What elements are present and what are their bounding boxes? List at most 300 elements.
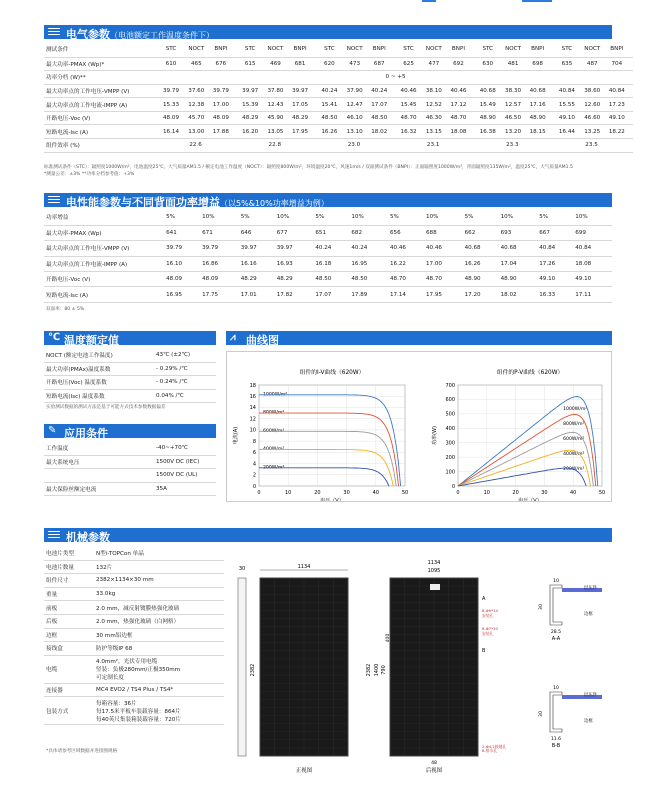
series-label: 1000W/m² <box>263 392 288 398</box>
cell-value: 48.09 <box>164 272 200 287</box>
dim-bottom: 48 <box>431 761 437 766</box>
table-row <box>44 272 612 287</box>
a-label: A <box>482 596 486 602</box>
cell-value: 481 <box>501 57 526 71</box>
cell-value: 39.79 <box>209 84 234 98</box>
back-view <box>366 560 506 774</box>
table-row <box>44 98 633 112</box>
value-line: 每40英尺集装箱装载容量：720片 <box>96 716 181 723</box>
cell-value: 13.20 <box>501 125 526 139</box>
cell-value: 17.89 <box>349 287 388 302</box>
cell-value: 40.24 <box>349 241 388 256</box>
cell-value: 12.57 <box>501 98 526 112</box>
cell-value: 23.0 <box>316 139 391 153</box>
cell-value: 693 <box>499 225 538 240</box>
cell-value: 23.5 <box>554 139 629 153</box>
table-row <box>44 241 612 256</box>
row-label: 电池片类型 <box>44 547 94 560</box>
header-gain: 10% <box>349 210 388 225</box>
row-value <box>94 655 224 683</box>
y-tick-label: 700 <box>445 382 455 389</box>
table-row <box>44 139 633 153</box>
header-gain: 10% <box>275 210 314 225</box>
row-value <box>94 642 224 656</box>
cell-value: 682 <box>349 225 388 240</box>
row-value <box>94 601 224 615</box>
cell-value: 662 <box>463 225 499 240</box>
dim-h1: 2382 <box>366 663 372 677</box>
dim-d2: 30 <box>539 604 544 610</box>
cell-value: 15.49 <box>475 98 501 112</box>
header-cond: NOCT <box>580 41 605 57</box>
row-value <box>94 587 224 601</box>
cell-value: 48.50 <box>316 111 342 125</box>
cell-value: 48.70 <box>424 272 463 287</box>
header-cond: STC <box>158 41 184 57</box>
drawings-svg <box>232 560 642 775</box>
table-row <box>44 57 633 71</box>
table-row <box>44 349 216 362</box>
table-row <box>44 71 633 85</box>
header-cond: NOCT <box>184 41 209 57</box>
cell-value: 40.24 <box>316 84 342 98</box>
y-axis-label: 功率(W) <box>432 426 438 445</box>
cell-value: 48.90 <box>525 111 550 125</box>
row-label: 电池片数量 <box>44 560 94 574</box>
dim-d2: 30 <box>539 711 544 717</box>
cell-value: 16.32 <box>396 125 422 139</box>
table-row <box>44 442 216 455</box>
label-laminate: 层压件 <box>584 693 598 698</box>
row-label: 最大保险丝额定电流 <box>44 482 154 496</box>
caption: B-B <box>551 743 561 749</box>
cell-value: 48.29 <box>288 111 313 125</box>
label-laminate: 层压件 <box>584 586 598 591</box>
header-gain: 10% <box>573 210 612 225</box>
row-label: 短路电流-Isc (A) <box>44 287 164 302</box>
cell-value: 15.41 <box>316 98 342 112</box>
row-label: 开路电压-Voc (V) <box>44 272 164 287</box>
row-label: 包装方式 <box>44 697 94 725</box>
header-cond: BNPI <box>209 41 234 57</box>
cell-value: 17.07 <box>313 287 349 302</box>
plot-frame <box>259 385 405 486</box>
row-value: - 0.24% /℃ <box>154 376 216 390</box>
cell-value: 13.15 <box>422 125 447 139</box>
dim-height: 2382 <box>250 663 256 677</box>
dim-thick: 30 <box>238 566 246 572</box>
dim-w2: 1095 <box>427 568 441 574</box>
cell-value: 49.10 <box>605 111 630 125</box>
y-tick-label: 10 <box>249 427 256 434</box>
row-value <box>94 683 224 697</box>
menu-icon <box>48 196 60 204</box>
dim-width: 1134 <box>297 564 311 570</box>
y-tick-label: 600 <box>445 397 455 404</box>
cell-value: 40.68 <box>525 84 550 98</box>
y-tick-label: 4 <box>252 461 256 468</box>
row-label <box>44 469 154 483</box>
table-row <box>44 455 216 469</box>
header-row <box>44 41 633 57</box>
note-label: 8-Φ9*14 <box>482 608 498 613</box>
cell-value: 38.10 <box>422 84 447 98</box>
y-tick-label: 0 <box>451 483 455 490</box>
cell-value: 48.90 <box>499 272 538 287</box>
cell-value: 40.84 <box>573 241 612 256</box>
note-label: 安装孔 <box>482 631 494 636</box>
cell-value: 16.93 <box>275 256 314 271</box>
cell-value: 46.30 <box>422 111 447 125</box>
menu-icon <box>48 28 60 36</box>
frame-profile <box>550 692 562 732</box>
cell-value: 48.70 <box>396 111 422 125</box>
cell-value: 676 <box>209 57 234 71</box>
dim-h2: 1400 <box>374 663 380 677</box>
row-value <box>94 547 224 560</box>
cell-value: 610 <box>158 57 184 71</box>
cell-value: 13.05 <box>263 125 288 139</box>
row-label: NOCT (额定电池工作温度) <box>44 349 154 362</box>
cell-value: 17.95 <box>288 125 313 139</box>
cell-value: 40.84 <box>537 241 573 256</box>
row-label: 前板 <box>44 601 94 615</box>
cell-value: 40.46 <box>396 84 422 98</box>
row-label: 最大功率-PMAX (Wp)* <box>44 57 158 71</box>
series-label: 400W/m² <box>563 451 585 457</box>
y-tick-label: 500 <box>445 411 455 418</box>
cell-value: 48.09 <box>158 111 184 125</box>
note-label: 安装孔 <box>482 613 494 618</box>
cell-value: 48.50 <box>313 272 349 287</box>
cell-value: 48.29 <box>239 272 275 287</box>
cell-value: 15.39 <box>237 98 263 112</box>
cell-value: 16.26 <box>463 256 499 271</box>
section-subtitle: （以5%&10%功率增益为例） <box>220 199 329 208</box>
row-value: -40~+70℃ <box>154 442 216 455</box>
y-tick-label: 400 <box>445 426 455 433</box>
cell-value: 22.8 <box>237 139 312 153</box>
cell-value: 48.09 <box>209 111 234 125</box>
row-label: 组件效率 (%) <box>44 139 158 153</box>
table-row <box>44 389 216 403</box>
cell-value: 48.70 <box>446 111 471 125</box>
cell-value: 22.6 <box>158 139 233 153</box>
x-axis-label: 电压（V） <box>320 498 344 501</box>
value-line: 132片 <box>96 564 113 571</box>
table-row <box>44 683 224 697</box>
cell-value: 17.00 <box>209 98 234 112</box>
cell-value: 16.44 <box>554 125 580 139</box>
table-row <box>44 642 224 656</box>
cell-value: 40.24 <box>367 84 392 98</box>
y-tick-label: 8 <box>252 438 256 445</box>
chart-title: 组件的I-V曲线（620W） <box>299 370 365 376</box>
table-row <box>44 287 612 302</box>
cell-value: 704 <box>605 57 630 71</box>
cell-value: 641 <box>164 225 200 240</box>
header-cond: STC <box>475 41 501 57</box>
x-tick-label: 40 <box>372 490 379 496</box>
cell-value: 39.97 <box>288 84 313 98</box>
header-gain: 5% <box>463 210 499 225</box>
dim-d3: 11.6 <box>550 737 562 742</box>
row-label: 连接器 <box>44 683 94 697</box>
table-row <box>44 111 633 125</box>
value-line: 4.0mm²，光伏专用电缆 <box>96 659 158 666</box>
y-tick-label: 100 <box>445 469 455 476</box>
series-label: 400W/m² <box>263 447 285 453</box>
gain-table <box>44 210 612 303</box>
header-gain: 5% <box>313 210 349 225</box>
value-line: 2382×1134×30 mm <box>96 577 154 584</box>
y-tick-label: 18 <box>249 382 256 389</box>
cell-value: 13.00 <box>184 125 209 139</box>
cell-value: 12.60 <box>580 98 605 112</box>
row-value <box>94 697 224 725</box>
cell-value: 17.88 <box>209 125 234 139</box>
cell-value: 656 <box>388 225 424 240</box>
cell-value: 18.08 <box>446 125 471 139</box>
x-tick-label: 0 <box>456 490 460 496</box>
chart-0 <box>232 368 408 501</box>
header-gain: 10% <box>424 210 463 225</box>
cell-value: 615 <box>237 57 263 71</box>
note-label: 8-Φ7*10 <box>482 626 498 631</box>
cell-value: 17.01 <box>239 287 275 302</box>
row-value <box>94 574 224 588</box>
x-tick-label: 50 <box>401 490 409 496</box>
cell-value: 17.12 <box>446 98 471 112</box>
cell-value: 17.26 <box>537 256 573 271</box>
series-label: 600W/m² <box>263 428 285 434</box>
x-tick-label: 20 <box>314 490 321 496</box>
series-line <box>259 468 389 486</box>
row-label: 重量 <box>44 587 94 601</box>
row-value: 35A <box>154 482 216 496</box>
row-label: 功率分档 (W)** <box>44 71 158 85</box>
cell-value: 23.1 <box>396 139 471 153</box>
cell-value: 671 <box>200 225 239 240</box>
cell-value: 17.04 <box>499 256 538 271</box>
cell-value: 40.46 <box>424 241 463 256</box>
chart-panel <box>226 351 612 502</box>
table-row <box>44 125 633 139</box>
header-cond: STC <box>554 41 580 57</box>
section-subtitle: （电池额定工作温度条件下） <box>110 31 214 40</box>
header-cond: NOCT <box>422 41 447 57</box>
table-row <box>44 256 612 271</box>
header-cond: BNPI <box>288 41 313 57</box>
cell-value: 40.68 <box>475 84 501 98</box>
row-value <box>94 560 224 574</box>
cell-value: 37.90 <box>342 84 367 98</box>
cell-value: 16.10 <box>164 256 200 271</box>
note-conditions: 标准测试条件（STC）：辐照度1000W/m²，电池温度25℃，大气质量AM1.5 / 额定电池工作温度（NOCT）：辐照度800W/m²，环境温度20℃，风速1m/s / 双面测试条件（BNPI）：正面辐照度1000W/m²，背面辐照度135W/m²，温度25℃，大气质量AM1.5 <box>44 165 573 170</box>
row-label: 组件尺寸 <box>44 574 94 588</box>
header-cond: STC <box>396 41 422 57</box>
section-temperature-header <box>44 331 216 345</box>
header-cond: NOCT <box>263 41 288 57</box>
cell-value: 48.90 <box>475 111 501 125</box>
y-tick-label: 0 <box>252 483 256 490</box>
y-tick-label: 16 <box>249 394 256 401</box>
section-aa <box>538 578 602 642</box>
section-gain-header <box>44 193 612 207</box>
table-row <box>44 84 633 98</box>
cell-value: 17.16 <box>525 98 550 112</box>
value-line: MC4 EVO2 / TS4 Plus / TS4* <box>96 687 174 694</box>
row-label: 最大功率点的工作电流-IMPP (A) <box>44 98 158 112</box>
cell-value: 16.18 <box>313 256 349 271</box>
table-row <box>44 469 216 483</box>
cell-value: 18.02 <box>499 287 538 302</box>
section-title: 机械参数 <box>66 531 110 544</box>
x-tick-label: 30 <box>343 490 350 496</box>
table-row <box>44 614 224 628</box>
cell-value: 48.29 <box>237 111 263 125</box>
row-value <box>94 628 224 642</box>
frame-profile <box>550 585 562 625</box>
cell-value: 39.79 <box>158 84 184 98</box>
cell-value: 48.90 <box>463 272 499 287</box>
header-label: 功率增益 <box>44 210 164 225</box>
dim-h3: 790 <box>381 665 387 675</box>
header-gain: 10% <box>200 210 239 225</box>
x-tick-label: 0 <box>257 490 261 496</box>
cell-value: 17.82 <box>275 287 314 302</box>
cell-value: 16.14 <box>158 125 184 139</box>
cell-value: 646 <box>239 225 275 240</box>
table-row <box>44 482 216 496</box>
row-label: 最大功率点的工作电压-VMPP (V) <box>44 84 158 98</box>
front-view <box>238 564 348 774</box>
cell-value: 49.10 <box>554 111 580 125</box>
value-line: 可定制长度 <box>96 675 124 682</box>
row-label: 短路电流-Isc (A) <box>44 125 158 139</box>
series-label: 200W/m² <box>563 466 585 472</box>
section-curves-header <box>226 331 612 345</box>
cell-value: 40.46 <box>388 241 424 256</box>
cell-value: 12.47 <box>342 98 367 112</box>
electrical-table <box>44 41 633 153</box>
cell-value: 16.86 <box>200 256 239 271</box>
row-value: 1500V DC (IEC) <box>154 455 216 469</box>
row-value: 1500V DC (UL) <box>154 469 216 483</box>
dim-d1: 10 <box>553 579 559 584</box>
cell-value: 48.29 <box>275 272 314 287</box>
cell-value: 18.02 <box>367 125 392 139</box>
cell-value: 17.20 <box>463 287 499 302</box>
dim-d3: 28.5 <box>550 630 562 635</box>
table-row <box>44 601 224 615</box>
table-row <box>44 628 224 642</box>
y-tick-label: 2 <box>252 472 256 479</box>
temperature-table <box>44 349 216 403</box>
series-label: 600W/m² <box>563 436 585 442</box>
cell-value: 651 <box>313 225 349 240</box>
table-row <box>44 362 216 376</box>
row-label: 后板 <box>44 614 94 628</box>
mechanical-table <box>44 547 224 725</box>
caption: 正视图 <box>295 768 313 774</box>
x-tick-label: 10 <box>285 490 292 496</box>
header-gain: 5% <box>164 210 200 225</box>
cell-value: 15.55 <box>554 98 580 112</box>
cell-value: 45.90 <box>263 111 288 125</box>
row-label: 最大功率点的工作电流-IMPP (A) <box>44 256 164 271</box>
note-mechanical: *具体请参考区域数据并进接图规格 <box>46 749 118 754</box>
edit-icon: ✎ <box>48 425 57 436</box>
cell-value: 40.68 <box>463 241 499 256</box>
note-temperature: 实验测试数据的测试方法是基于可能方式技术参数数据偏差 <box>46 405 166 410</box>
chart-1 <box>431 368 605 501</box>
value-line: N型i-TOPCon 单晶 <box>96 551 144 558</box>
cell-value: 17.00 <box>424 256 463 271</box>
cell-value: 15.33 <box>158 98 184 112</box>
cell-value: 40.84 <box>605 84 630 98</box>
cell-value: 15.45 <box>396 98 422 112</box>
y-tick-label: 12 <box>249 416 256 423</box>
cell-value: 17.14 <box>388 287 424 302</box>
header-cond: BNPI <box>367 41 392 57</box>
y-tick-label: 200 <box>445 454 455 461</box>
cell-value: 39.97 <box>275 241 314 256</box>
cell-value: 692 <box>446 57 471 71</box>
cell-value: 40.68 <box>499 241 538 256</box>
cell-value: 48.09 <box>200 272 239 287</box>
section-electrical-header <box>44 25 612 39</box>
cell-value: 40.24 <box>313 241 349 256</box>
row-value: 43℃ (±2℃) <box>154 349 216 362</box>
cell-value: 48.70 <box>388 272 424 287</box>
series-label: 800W/m² <box>263 410 285 416</box>
application-table <box>44 442 216 496</box>
cell-value: 39.79 <box>164 241 200 256</box>
table-row <box>44 574 224 588</box>
row-value: - 0.29% /℃ <box>154 362 216 376</box>
b-label: B <box>482 648 486 654</box>
label-frame: 边框 <box>584 612 593 617</box>
cell-value: 46.60 <box>580 111 605 125</box>
cell-value: 37.80 <box>263 84 288 98</box>
series-label: 800W/m² <box>563 421 585 427</box>
section-title: 曲线图 <box>246 334 279 347</box>
cell-value: 46.10 <box>342 111 367 125</box>
value-line: 防护等级IP 68 <box>96 646 133 653</box>
table-row <box>44 560 224 574</box>
cell-value: 16.26 <box>316 125 342 139</box>
cell-value: 465 <box>184 57 209 71</box>
x-tick-label: 10 <box>483 490 490 496</box>
table-row <box>44 376 216 390</box>
cell-value: 13.25 <box>580 125 605 139</box>
value-line: 竖装：负极280mm/正极350mm <box>96 667 181 674</box>
row-label: 短路电流(Isc) 温度系数 <box>44 389 154 403</box>
row-label: 最大功率点的工作电压-VMPP (V) <box>44 241 164 256</box>
section-application-header <box>44 424 216 438</box>
cell-value: 698 <box>525 57 550 71</box>
cell-value: 17.95 <box>424 287 463 302</box>
cell-value: 667 <box>537 225 573 240</box>
x-axis-label: 电压（V） <box>518 498 542 501</box>
value-line: 2.0 mm，减反射镀膜热强化玻璃 <box>96 605 180 612</box>
section-title: 应用条件 <box>64 427 108 440</box>
table-row <box>44 697 224 725</box>
table-row <box>44 655 224 683</box>
cell-value: 473 <box>342 57 367 71</box>
note-label: 8-排水孔 <box>482 748 498 753</box>
